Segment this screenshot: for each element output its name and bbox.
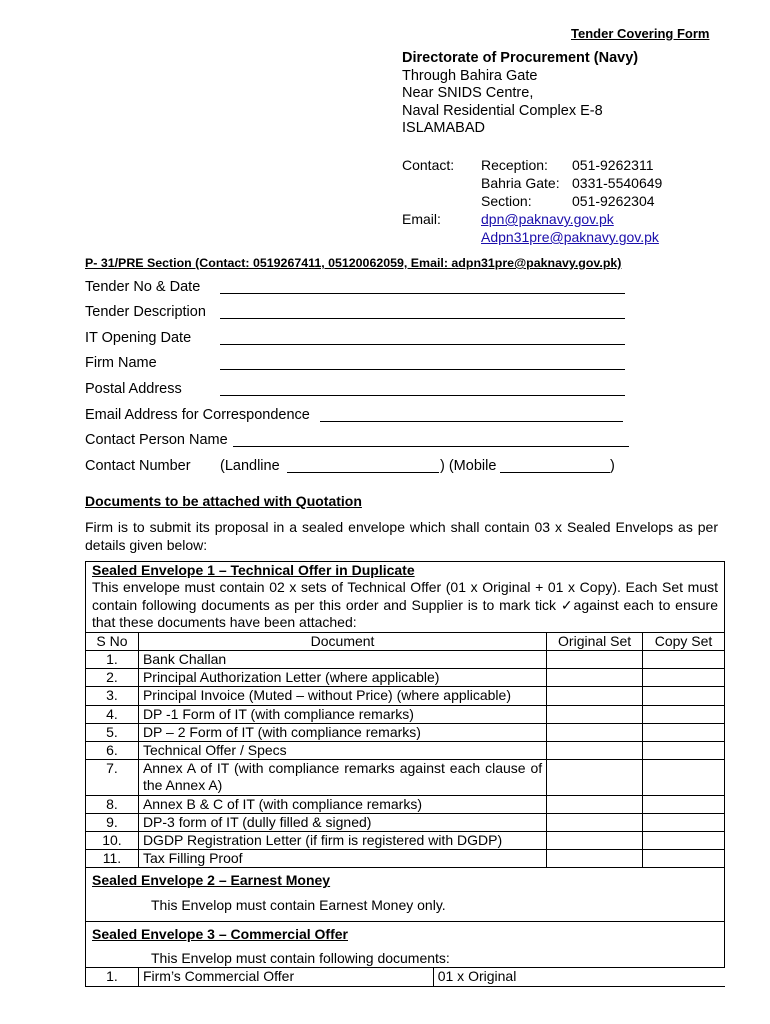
email-link-adpn31pre[interactable]: Adpn31pre@paknavy.gov.pk xyxy=(481,229,659,245)
table-row xyxy=(86,687,725,705)
address-line: Near SNIDS Centre, xyxy=(402,85,534,102)
contact-person-label: Contact Person Name xyxy=(85,432,228,448)
envelope1-header-row xyxy=(86,632,725,650)
header-sno: S No xyxy=(86,632,139,650)
tender-description-label: Tender Description xyxy=(85,304,206,320)
firm-name-label: Firm Name xyxy=(85,355,157,371)
tender-no-label: Tender No & Date xyxy=(85,279,201,295)
copy-set-checkbox[interactable] xyxy=(643,831,725,849)
section-label: Section: xyxy=(481,193,532,209)
table-row xyxy=(86,968,726,986)
table-row xyxy=(86,813,725,831)
reception-number: 051-9262311 xyxy=(572,157,654,173)
original-set-checkbox[interactable] xyxy=(547,850,643,868)
original-set-checkbox[interactable] xyxy=(547,760,643,795)
row-document: DP -1 Form of IT (with compliance remarks) xyxy=(138,705,546,723)
row-number: 6. xyxy=(86,741,139,759)
table-row xyxy=(86,795,725,813)
original-set-checkbox[interactable] xyxy=(547,741,643,759)
row-number: 11. xyxy=(86,850,139,868)
envelope2-title: Sealed Envelope 2 – Earnest Money xyxy=(92,872,331,889)
row-document: Annex B & C of IT (with compliance remarks) xyxy=(138,795,546,813)
row-number: 5. xyxy=(86,723,139,741)
contact-number-label: Contact Number xyxy=(85,458,191,474)
original-set-checkbox[interactable] xyxy=(547,795,643,813)
form-title: Tender Covering Form xyxy=(571,26,710,41)
postal-address-label: Postal Address xyxy=(85,381,182,397)
envelope3-desc: This Envelop must contain following documents: xyxy=(151,950,450,967)
address-block xyxy=(402,50,638,138)
copy-set-checkbox[interactable] xyxy=(643,705,725,723)
row-document: Firm’s Commercial Offer xyxy=(138,968,433,986)
row-document: DGDP Registration Letter (if firm is registered with DGDP) xyxy=(138,831,546,849)
row-number: 7. xyxy=(86,760,139,795)
original-set-checkbox[interactable] xyxy=(547,831,643,849)
org-name: Directorate of Procurement (Navy) xyxy=(402,50,639,66)
documents-intro: Firm is to submit its proposal in a sealed envelope which shall contain 03 x Sealed Envelops as per details given below: xyxy=(85,519,718,553)
envelopes-table xyxy=(85,561,725,987)
original-set-checkbox[interactable] xyxy=(547,723,643,741)
table-row xyxy=(86,669,725,687)
row-document: DP-3 form of IT (dully filled & signed) xyxy=(138,813,546,831)
postal-address-line[interactable] xyxy=(220,395,625,396)
email-correspondence-line[interactable] xyxy=(320,421,623,422)
section-heading: P- 31/PRE Section (Contact: 0519267411, 05120062059, Email: adpn31pre@paknavy.gov.pk) xyxy=(85,256,622,270)
bahria-gate-number: 0331-5540649 xyxy=(572,175,663,191)
table-row xyxy=(86,831,725,849)
address-line: ISLAMABAD xyxy=(402,120,485,137)
original-set-checkbox[interactable] xyxy=(547,650,643,668)
row-number: 3. xyxy=(86,687,139,705)
row-number: 8. xyxy=(86,795,139,813)
email-correspondence-label: Email Address for Correspondence xyxy=(85,407,310,423)
table-row xyxy=(86,760,725,795)
copy-set-checkbox[interactable] xyxy=(643,813,725,831)
email-link-dpn[interactable]: dpn@paknavy.gov.pk xyxy=(481,211,614,227)
contact-label: Contact: xyxy=(402,157,455,173)
email-label: Email: xyxy=(402,211,441,227)
address-line: Naval Residential Complex E-8 xyxy=(402,102,603,119)
row-document: DP – 2 Form of IT (with compliance remarks) xyxy=(138,723,546,741)
row-number: 1. xyxy=(86,968,139,986)
mobile-label: ) (Mobile xyxy=(440,458,497,474)
copy-set-checkbox[interactable] xyxy=(643,850,725,868)
documents-heading: Documents to be attached with Quotation xyxy=(85,493,362,509)
firm-name-line[interactable] xyxy=(220,369,625,370)
row-document: Annex A of IT (with compliance remarks against each clause of the Annex A) xyxy=(138,760,546,795)
copy-set-checkbox[interactable] xyxy=(643,795,725,813)
landline-label: (Landline xyxy=(220,458,280,474)
bahria-gate-label: Bahria Gate: xyxy=(481,175,560,191)
tender-no-line[interactable] xyxy=(220,293,625,294)
contact-person-line[interactable] xyxy=(233,446,629,447)
landline-line[interactable] xyxy=(287,472,439,473)
address-line: Through Bahira Gate xyxy=(402,67,538,84)
row-number: 9. xyxy=(86,813,139,831)
row-document: Technical Offer / Specs xyxy=(138,741,546,759)
copy-set-checkbox[interactable] xyxy=(643,723,725,741)
table-row xyxy=(86,741,725,759)
original-set-checkbox[interactable] xyxy=(547,669,643,687)
section-number: 051-9262304 xyxy=(572,193,655,209)
envelope1-title: Sealed Envelope 1 – Technical Offer in Duplicate xyxy=(92,562,415,578)
row-number: 4. xyxy=(86,705,139,723)
row-number: 10. xyxy=(86,831,139,849)
row-document: Principal Invoice (Muted – without Price) (where applicable) xyxy=(138,687,546,705)
envelope2-cell xyxy=(86,868,725,922)
table-row xyxy=(86,705,725,723)
row-document: Bank Challan xyxy=(138,650,546,668)
header-copy-set: Copy Set xyxy=(643,632,725,650)
header-original-set: Original Set xyxy=(547,632,643,650)
table-row xyxy=(86,650,725,668)
envelope1-desc: This envelope must contain 02 x sets of Technical Offer (01 x Original + 01 x Copy). Each Set must contain following documents as per this order and Supplier is to mark tick ✓against each to ensure that these documents have been attached: xyxy=(92,579,718,631)
row-quantity: 01 x Original xyxy=(433,968,725,986)
original-set-checkbox[interactable] xyxy=(547,687,643,705)
table-row xyxy=(86,723,725,741)
original-set-checkbox[interactable] xyxy=(547,813,643,831)
envelope1-cell xyxy=(86,562,725,633)
row-document: Principal Authorization Letter (where applicable) xyxy=(138,669,546,687)
reception-label: Reception: xyxy=(481,157,548,173)
it-opening-date-line[interactable] xyxy=(220,344,625,345)
table-row xyxy=(86,850,725,868)
it-opening-date-label: IT Opening Date xyxy=(85,330,192,346)
copy-set-checkbox[interactable] xyxy=(643,650,725,668)
header-document: Document xyxy=(138,632,546,650)
copy-set-checkbox[interactable] xyxy=(643,687,725,705)
copy-set-checkbox[interactable] xyxy=(643,760,725,795)
original-set-checkbox[interactable] xyxy=(547,705,643,723)
envelope2-desc: This Envelop must contain Earnest Money only. xyxy=(151,897,446,914)
copy-set-checkbox[interactable] xyxy=(643,669,725,687)
mobile-close-paren: ) xyxy=(610,458,615,474)
copy-set-checkbox[interactable] xyxy=(643,741,725,759)
row-number: 1. xyxy=(86,650,139,668)
envelope3-cell xyxy=(86,922,725,968)
envelope3-title: Sealed Envelope 3 – Commercial Offer xyxy=(92,926,348,943)
row-number: 2. xyxy=(86,669,139,687)
mobile-line[interactable] xyxy=(500,472,610,473)
row-document: Tax Filling Proof xyxy=(138,850,546,868)
tender-description-line[interactable] xyxy=(220,318,625,319)
